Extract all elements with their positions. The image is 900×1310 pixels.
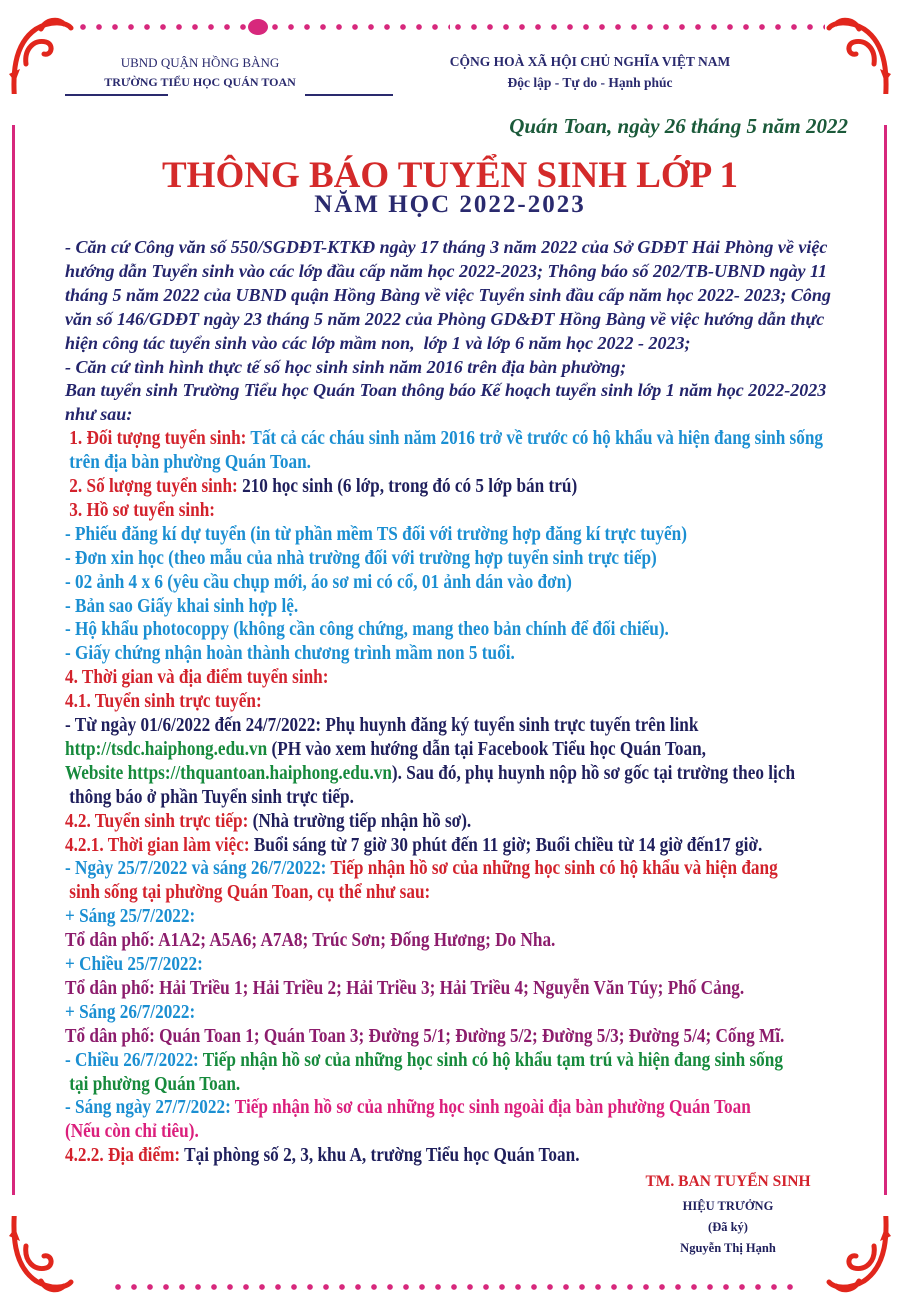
signature-signed-note: (Đã ký)	[708, 1220, 748, 1234]
text-segment: Tổ dân phố: Quán Toan 1; Quán Toan 3; Đường 5/1; Đường 5/2; Đường 5/3; Đường 5/4; Cống Mĩ.	[65, 1024, 785, 1047]
text-segment: - Chiều 26/7/2022:	[65, 1048, 203, 1071]
text-segment: như sau:	[65, 404, 133, 425]
text-segment: 3. Hồ sơ tuyển sinh:	[65, 498, 216, 521]
notice-line	[65, 1072, 240, 1096]
notice-line	[65, 1000, 195, 1024]
notice-line	[65, 1024, 784, 1048]
text-segment: Tất cả các cháu sinh năm 2016 trở về trước có hộ khẩu và hiện đang sinh sống	[250, 427, 824, 450]
notice-line	[65, 880, 430, 904]
notice-line	[65, 1095, 751, 1119]
notice-line	[65, 546, 657, 570]
text-segment: hướng dẫn Tuyển sinh vào các lớp đầu cấp năm học 2022-2023; Thông báo số 202/TB-UBND ngày 11	[65, 260, 827, 281]
text-segment: thông báo ở phần Tuyển sinh trực tiếp.	[65, 785, 354, 808]
notice-line	[65, 331, 691, 355]
text-segment: Tiếp nhận hồ sơ của những học sinh có hộ khẩu tạm trú và hiện đang sinh sống	[202, 1048, 783, 1071]
text-segment: + Sáng 26/7/2022:	[65, 1000, 196, 1023]
notice-line	[65, 283, 831, 307]
notice-line	[65, 235, 827, 259]
notice-line	[65, 856, 778, 880]
notice-line	[65, 1048, 783, 1072]
notice-line	[65, 833, 762, 857]
text-segment: sinh sống tại phường Quán Toan, cụ thể như sau:	[65, 881, 431, 904]
notice-line	[65, 952, 203, 976]
text-segment: ). Sau đó, phụ huynh nộp hồ sơ gốc tại trường theo lịch	[391, 761, 796, 784]
text-segment: Tại phòng số 2, 3, khu A, trường Tiểu học Quán Toan.	[184, 1144, 580, 1167]
top-center-bead	[248, 19, 268, 35]
notice-line	[65, 522, 687, 546]
notice-line	[65, 928, 555, 952]
notice-line	[65, 498, 215, 522]
notice-line	[65, 307, 824, 331]
notice-line	[65, 617, 669, 641]
text-segment: 4.2.2. Địa điểm:	[65, 1144, 185, 1167]
text-segment: 4.1. Tuyển sinh trực tuyến:	[65, 690, 262, 713]
text-segment: - 02 ảnh 4 x 6 (yêu cầu chụp mới, áo sơ mi có cổ, 01 ảnh dán vào đơn)	[65, 570, 572, 593]
text-segment: 4.2. Tuyển sinh trực tiếp:	[65, 809, 253, 832]
text-segment: (PH vào xem hướng dẫn tại Facebook Tiểu học Quán Toan,	[267, 737, 706, 760]
text-segment: http://tsdc.haiphong.edu.vn	[65, 737, 268, 760]
text-segment: tại phường Quán Toan.	[65, 1072, 241, 1095]
corner-ornament-icon	[814, 14, 894, 94]
notice-line	[65, 426, 823, 450]
text-segment: Tổ dân phố: Hải Triều 1; Hải Triều 2; Hải Triều 3; Hải Triều 4; Nguyễn Văn Túy; Phố Cảng.	[65, 976, 745, 999]
text-segment: tháng 5 năm 2022 của UBND quận Hồng Bàng về việc Tuyển sinh đầu cấp năm học 2022- 2023; Công	[65, 284, 831, 305]
text-segment: Tiếp nhận hồ sơ của những học sinh có hộ khẩu và hiện đang	[330, 857, 778, 880]
text-segment: 2. Số lượng tuyển sinh:	[65, 475, 243, 497]
text-segment: Website https://thquantoan.haiphong.edu.vn	[65, 761, 392, 784]
agency-name: UBND QUẬN HỒNG BÀNG	[120, 55, 280, 70]
text-segment: (Nếu còn chỉ tiêu).	[65, 1120, 199, 1143]
text-segment: - Giấy chứng nhận hoàn thành chương trình mầm non 5 tuổi.	[65, 642, 515, 665]
notice-line	[65, 1119, 199, 1143]
text-segment: - Sáng ngày 27/7/2022:	[65, 1096, 235, 1119]
text-segment: - Từ ngày 01/6/2022 đến 24/7/2022: Phụ huynh đăng ký tuyển sinh trực tuyến trên link	[65, 714, 699, 736]
text-segment: - Đơn xin học (theo mẫu của nhà trường đối với trường hợp tuyển sinh trực tiếp)	[65, 546, 657, 569]
notice-line	[65, 355, 626, 379]
text-segment: Ban tuyển sinh Trường Tiểu học Quán Toan thông báo Kế hoạch tuyển sinh lớp 1 năm học 2022-2023	[65, 380, 827, 401]
notice-line	[65, 594, 298, 618]
text-segment: (Nhà trường tiếp nhận hồ sơ).	[252, 809, 472, 832]
notice-line	[65, 976, 744, 1000]
notice-line	[65, 713, 698, 737]
right-border-line	[884, 125, 887, 1195]
notice-line	[65, 904, 195, 928]
text-segment: 4. Thời gian và địa điểm tuyển sinh:	[65, 666, 329, 689]
bottom-dotted-border	[110, 1283, 800, 1291]
school-name-underline	[65, 94, 168, 96]
top-dotted-border-right	[450, 23, 825, 31]
notice-line	[65, 259, 827, 283]
notice-line	[65, 665, 328, 689]
notice-line	[65, 689, 262, 713]
text-segment: hiện công tác tuyển sinh vào các lớp mầm non, lớp 1 và lớp 6 năm học 2022 - 2023;	[65, 332, 691, 353]
text-segment: văn số 146/GDĐT ngày 23 tháng 5 năm 2022 của Phòng GD&ĐT Hồng Bàng về việc hướng dẫn thực	[65, 308, 825, 329]
notice-line	[65, 378, 826, 402]
text-segment: + Sáng 25/7/2022:	[65, 905, 196, 928]
notice-line	[65, 785, 354, 809]
school-year-subtitle: NĂM HỌC 2022-2023	[314, 191, 586, 218]
text-segment: - Căn cứ tình hình thực tế số học sinh sinh năm 2016 trên địa bàn phường;	[65, 356, 627, 377]
text-segment: - Ngày 25/7/2022 và sáng 26/7/2022:	[65, 857, 331, 880]
text-segment: trên địa bàn phường Quán Toan.	[65, 451, 311, 474]
notice-line	[65, 450, 311, 474]
text-segment: Tiếp nhận hồ sơ của những học sinh ngoài địa bàn phường Quán Toan	[234, 1096, 751, 1119]
signature-position: HIỆU TRƯỞNG	[682, 1199, 774, 1213]
notice-line	[65, 761, 795, 785]
notice-line	[65, 474, 577, 498]
signature-name: Nguyễn Thị Hạnh	[680, 1241, 776, 1255]
notice-line	[65, 737, 706, 761]
text-segment: - Căn cứ Công văn số 550/SGDĐT-KTKĐ ngày 17 tháng 3 năm 2022 của Sở GDĐT Hải Phòng về việc	[65, 237, 828, 257]
national-motto: Độc lập - Tự do - Hạnh phúc	[507, 75, 673, 90]
page-title: THÔNG BÁO TUYỂN SINH LỚP 1	[161, 155, 738, 196]
date-line: Quán Toan, ngày 26 tháng 5 năm 2022	[509, 114, 848, 138]
text-segment: Tổ dân phố: A1A2; A5A6; A7A8; Trúc Sơn; Đống Hương; Do Nha.	[65, 929, 556, 952]
text-segment: 210 học sinh (6 lớp, trong đó có 5 lớp bán trú)	[242, 475, 578, 497]
signature-on-behalf: TM. BAN TUYỂN SINH	[645, 1173, 811, 1190]
text-segment: 4.2.1. Thời gian làm việc:	[65, 833, 254, 856]
text-segment: - Phiếu đăng kí dự tuyển (in từ phần mềm TS đối với trường hợp đăng kí trực tuyến)	[65, 522, 687, 545]
corner-ornament-icon	[6, 1216, 86, 1296]
text-segment: Buổi sáng từ 7 giờ 30 phút đến 11 giờ; Buổi chiều từ 14 giờ đến17 giờ.	[253, 833, 763, 856]
text-segment: + Chiều 25/7/2022:	[65, 953, 203, 975]
text-segment: 1. Đối tượng tuyển sinh:	[65, 427, 251, 450]
notice-line	[65, 809, 471, 833]
text-segment: - Hộ khẩu photocoppy (không cần công chứng, mang theo bản chính để đối chiếu).	[65, 618, 669, 641]
text-segment: - Bản sao Giấy khai sinh hợp lệ.	[65, 594, 299, 617]
notice-line	[65, 402, 132, 426]
notice-line	[65, 641, 515, 665]
motto-underline	[305, 94, 393, 96]
notice-line	[65, 570, 572, 594]
left-border-line	[12, 125, 15, 1195]
notice-line	[65, 1143, 580, 1167]
school-name: TRƯỜNG TIỂU HỌC QUÁN TOAN	[104, 75, 296, 89]
national-title: CỘNG HOÀ XÃ HỘI CHỦ NGHĨA VIỆT NAM	[449, 54, 731, 69]
